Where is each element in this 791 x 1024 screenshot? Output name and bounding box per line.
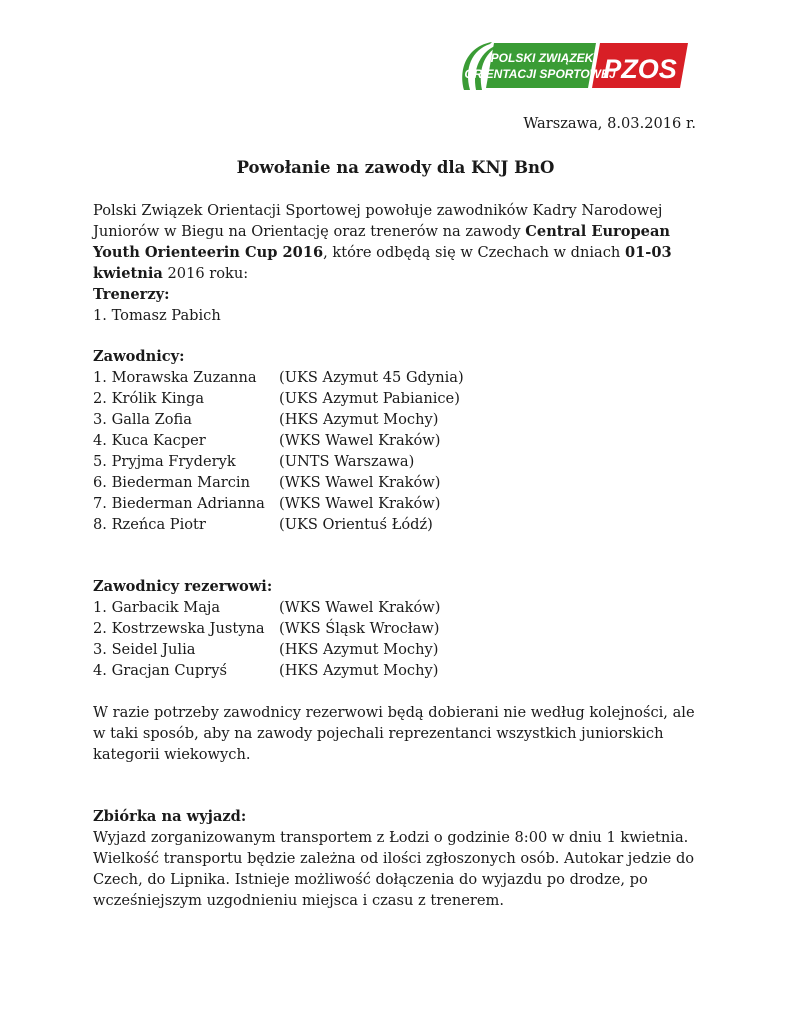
coach-item: 1. Tomasz Pabich bbox=[93, 307, 221, 324]
reserve-row bbox=[93, 597, 441, 618]
athlete-club: (WKS Wawel Kraków) bbox=[279, 432, 441, 449]
reserve-name: 4. Gracjan Cupryś bbox=[93, 662, 227, 679]
reserve-club: (WKS Śląsk Wrocław) bbox=[279, 620, 440, 637]
reserve-club: (HKS Azymut Mochy) bbox=[279, 641, 439, 658]
logo-abbr: PZOS bbox=[603, 54, 677, 84]
pzos-logo bbox=[450, 40, 692, 90]
athlete-club: (WKS Wawel Kraków) bbox=[279, 474, 441, 491]
reserve-note: W razie potrzeby zawodnicy rezerwowi będą dobierani nie według kolejności, ale w taki sposób, aby na zawody pojechali reprezentanci wszystkich juniorskich kategorii wiekowych. bbox=[93, 704, 695, 763]
athletes-heading: Zawodnicy: bbox=[93, 348, 185, 365]
athlete-club: (HKS Azymut Mochy) bbox=[279, 411, 439, 428]
athlete-club: (UKS Orientuś Łódź) bbox=[279, 516, 433, 533]
athlete-row bbox=[93, 451, 464, 472]
reserve-club: (HKS Azymut Mochy) bbox=[279, 662, 439, 679]
reserve-row bbox=[93, 618, 441, 639]
logo-line2: ORIENTACJI SPORTOWEJ bbox=[464, 67, 616, 81]
gathering-heading: Zbiórka na wyjazd: bbox=[93, 808, 247, 825]
athlete-club: (UNTS Warszawa) bbox=[279, 453, 415, 470]
gathering-text: Wyjazd zorganizowanym transportem z Łodzi o godzinie 8:00 w dniu 1 kwietnia. Wielkość transportu będzie zależna od ilości zgłoszonych osób. Autokar jedzie do Czech, do Lipnika. Istnieje możliwość dołączenia do wyjazdu po drodze, po wcześniejszym uzgodnieniu miejsca i czasu z trenerem. bbox=[93, 829, 695, 909]
document-date: Warszawa, 8.03.2016 r. bbox=[523, 115, 696, 132]
athlete-club: (WKS Wawel Kraków) bbox=[279, 495, 441, 512]
athlete-name: 8. Rzeńca Piotr bbox=[93, 516, 206, 533]
athlete-row bbox=[93, 367, 464, 388]
athlete-row bbox=[93, 514, 464, 535]
athlete-name: 5. Pryjma Fryderyk bbox=[93, 453, 236, 470]
event-dates: 01-03 kwietnia bbox=[93, 244, 672, 282]
athlete-row bbox=[93, 388, 464, 409]
reserve-club: (WKS Wawel Kraków) bbox=[279, 599, 441, 616]
event-name: Central European Youth Orienteerin Cup 2016 bbox=[93, 223, 671, 261]
athlete-row bbox=[93, 409, 464, 430]
intro-text-1: Polski Związek Orientacji Sportowej powołuje zawodników Kadry Narodowej Juniorów w Biegu na Orientację oraz trenerów na zawody bbox=[93, 202, 663, 240]
intro-text-3: 2016 roku: bbox=[162, 265, 249, 282]
athlete-club: (UKS Azymut 45 Gdynia) bbox=[279, 369, 464, 386]
athletes-section bbox=[93, 346, 464, 535]
athlete-name: 6. Biederman Marcin bbox=[93, 474, 250, 491]
athlete-name: 1. Morawska Zuzanna bbox=[93, 369, 257, 386]
intro-paragraph bbox=[93, 200, 703, 284]
athlete-name: 3. Galla Zofia bbox=[93, 411, 192, 428]
intro-text-2: , które odbędą się w Czechach w dniach bbox=[323, 244, 625, 261]
reserve-row bbox=[93, 639, 441, 660]
athlete-row bbox=[93, 493, 464, 514]
reserve-name: 1. Garbacik Maja bbox=[93, 599, 221, 616]
athlete-name: 7. Biederman Adrianna bbox=[93, 495, 265, 512]
document-title: Powołanie na zawody dla KNJ BnO bbox=[236, 158, 555, 177]
reserves-section bbox=[93, 576, 441, 681]
gathering-section bbox=[93, 806, 703, 911]
logo-line1: POLSKI ZWIĄZEK bbox=[490, 51, 594, 65]
reserve-name: 3. Seidel Julia bbox=[93, 641, 196, 658]
coaches-section bbox=[93, 284, 221, 326]
athlete-name: 2. Królik Kinga bbox=[93, 390, 205, 407]
athlete-row bbox=[93, 472, 464, 493]
reserve-row bbox=[93, 660, 441, 681]
athlete-name: 4. Kuca Kacper bbox=[93, 432, 206, 449]
reserve-name: 2. Kostrzewska Justyna bbox=[93, 620, 265, 637]
coaches-heading: Trenerzy: bbox=[93, 286, 170, 303]
athlete-club: (UKS Azymut Pabianice) bbox=[279, 390, 460, 407]
reserves-heading: Zawodnicy rezerwowi: bbox=[93, 578, 273, 595]
athlete-row bbox=[93, 430, 464, 451]
